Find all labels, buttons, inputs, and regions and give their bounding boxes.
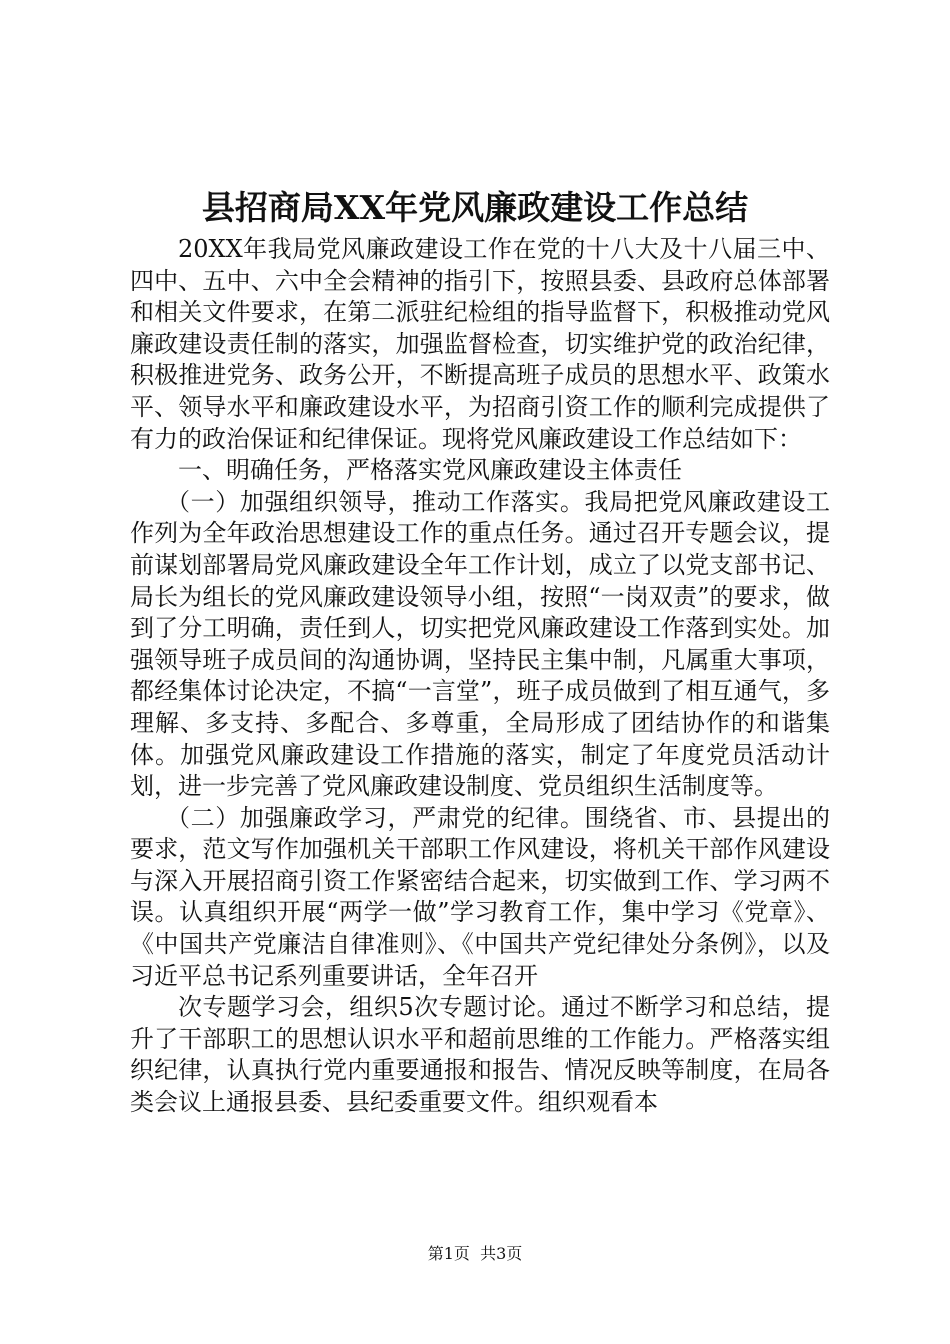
paragraph-integrity-study: （二）加强廉政学习，严肃党的纪律。围绕省、市、县提出的要求，范文写作加强机关干部职工作风建设，将机关干部作风建设与深入开展招商引资工作紧密结合起来，切实做到工作、学习两不误。认真组织开展“两学一做”学习教育工作，集中学习《党章》、《中国共产党廉洁自律准则》、《中国共产党纪律处分条例》，以及习近平总书记系列重要讲话，全年召开 bbox=[130, 803, 830, 990]
document-title: 县招商局XX年党风廉政建设工作总结 bbox=[201, 188, 749, 227]
document-body bbox=[130, 234, 830, 1119]
paragraph-continuation: 次专题学习会，组织5次专题讨论。通过不断学习和总结，提升了干部职工的思想认识水平和超前思维的工作能力。严格落实组织纪律，认真执行党内重要通报和报告、情况反映等制度，在局各类会议上通报县委、县纪委重要文件。组织观看本 bbox=[130, 993, 830, 1117]
section-heading-1: 一、明确任务，严格落实党风廉政建设主体责任 bbox=[178, 456, 682, 485]
paragraph-intro: 20XX年我局党风廉政建设工作在党的十八大及十八届三中、四中、五中、六中全会精神的指引下，按照县委、县政府总体部署和相关文件要求，在第二派驻纪检组的指导监督下，积极推动党风廉政建设责任制的落实，加强监督检查，切实维护党的政治纪律，积极推进党务、政务公开，不断提高班子成员的思想水平、政策水平、领导水平和廉政建设水平，为招商引资工作的顺利完成提供了有力的政治保证和纪律保证。现将党风廉政建设工作总结如下： bbox=[130, 235, 830, 453]
page-footer bbox=[0, 1244, 950, 1264]
paragraph-organization-leadership: （一）加强组织领导，推动工作落实。我局把党风廉政建设工作列为全年政治思想建设工作的重点任务。通过召开专题会议，提前谋划部署局党风廉政建设全年工作计划，成立了以党支部书记、局长为组长的党风廉政建设领导小组，按照“一岗双责”的要求，做到了分工明确，责任到人，切实把党风廉政建设工作落到实处。加强领导班子成员间的沟通协调，坚持民主集中制，凡属重大事项，都经集体讨论决定，不搞“一言堂”，班子成员做到了相互通气，多理解、多支持、多配合、多尊重，全局形成了团结协作的和谐集体。加强党风廉政建设工作措施的落实，制定了年度党员活动计划，进一步完善了党风廉政建设制度、党员组织生活制度等。 bbox=[130, 487, 830, 801]
page-number-label: 第1页 共3页 bbox=[427, 1244, 523, 1263]
